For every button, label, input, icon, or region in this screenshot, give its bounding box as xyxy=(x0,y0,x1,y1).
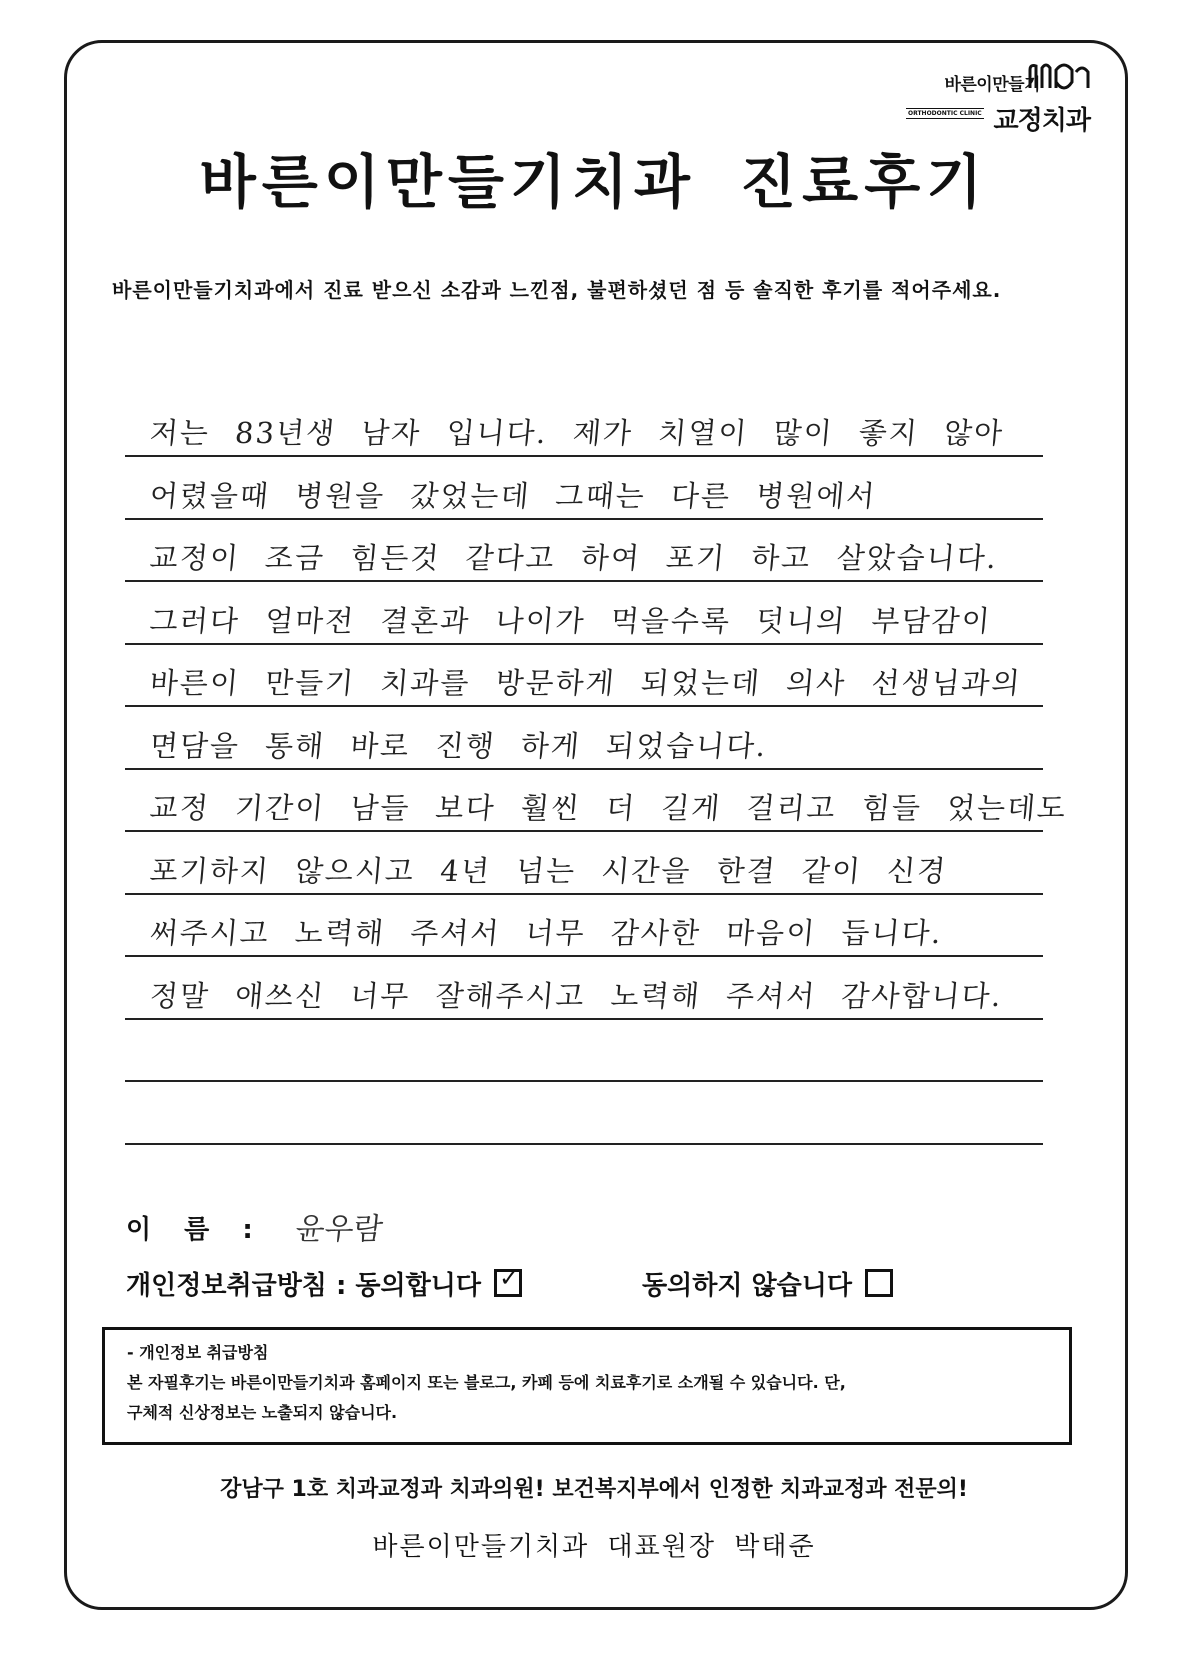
review-text-line: 교정이 조금 힘든것 같다고 하여 포기 하고 살았습니다. xyxy=(148,541,1000,575)
review-text-line: 그러다 얼마전 결혼과 나이가 먹을수록 덧니의 부담감이 xyxy=(148,604,993,638)
clinic-logo xyxy=(880,52,1100,136)
consent-disagree xyxy=(642,1265,893,1302)
ruled-line xyxy=(125,893,1043,895)
ruled-line xyxy=(125,580,1043,582)
logo-top-text: 바른이만들기 xyxy=(944,75,1040,95)
review-text-line: 정말 애쓰신 너무 잘해주시고 노력해 주셔서 감사합니다. xyxy=(148,979,1005,1013)
policy-line-1: 본 자필후기는 바른이만들기치과 홈페이지 또는 블로그, 카페 등에 치료후기로 소개될 수 있습니다. 단, xyxy=(127,1373,846,1392)
ruled-line xyxy=(125,705,1043,707)
ruled-line xyxy=(125,768,1043,770)
disagree-checkbox[interactable] xyxy=(865,1269,893,1297)
consent-agree xyxy=(126,1265,522,1302)
review-text-line: 저는 83년생 남자 입니다. 제가 치열이 많이 좋지 않아 xyxy=(148,416,1006,450)
review-text-line: 포기하지 않으시고 4년 넘는 시간을 한결 같이 신경 xyxy=(148,854,949,888)
review-text-line: 면담을 통해 바로 진행 하게 되었습니다. xyxy=(148,729,769,763)
review-text-line: 교정 기간이 남들 보다 훨씬 더 길게 걸리고 힘들 었는데도 xyxy=(148,791,1069,825)
name-value: 윤우람 xyxy=(293,1212,385,1247)
ruled-line xyxy=(125,455,1043,457)
ruled-line xyxy=(125,1143,1043,1145)
ruled-line xyxy=(125,830,1043,832)
check-mark-icon: ✓ xyxy=(499,1264,520,1292)
instructions: 바른이만들기치과에서 진료 받으신 소감과 느낀점, 불편하셨던 점 등 솔직한 후기를 적어주세요. xyxy=(112,278,1002,302)
footer-slogan: 강남구 1호 치과교정과 치과의원! 보건복지부에서 인정한 치과교정과 전문의! xyxy=(220,1477,968,1502)
ruled-line xyxy=(125,1018,1043,1020)
consent-disagree-label: 동의하지 않습니다 xyxy=(642,1271,852,1301)
ruled-line xyxy=(125,1080,1043,1082)
agree-checkbox[interactable] xyxy=(494,1264,522,1297)
page-title: 바른이만들기치과 진료후기 xyxy=(199,148,989,216)
ruled-line xyxy=(125,518,1043,520)
logo-bottom-text: 교정치과 xyxy=(993,106,1090,136)
ruled-line xyxy=(125,955,1043,957)
review-text-line: 바른이 만들기 치과를 방문하게 되었는데 의사 선생님과의 xyxy=(148,666,1024,700)
privacy-policy-box xyxy=(102,1327,1072,1445)
review-text-line: 어렸을때 병원을 갔었는데 그때는 다른 병원에서 xyxy=(148,479,878,513)
name-label: 이 름 : xyxy=(126,1215,253,1245)
consent-agree-label: 개인정보취급방침 : 동의합니다 xyxy=(126,1271,482,1301)
policy-heading: - 개인정보 취급방침 xyxy=(127,1343,269,1362)
footer-signature: 바른이만들기치과 대표원장 박태준 xyxy=(372,1532,816,1562)
logo-small-text: ORTHODONTIC CLINIC xyxy=(908,110,982,117)
policy-line-2: 구체적 신상정보는 노출되지 않습니다. xyxy=(127,1403,398,1422)
ruled-line xyxy=(125,643,1043,645)
review-text-line: 써주시고 노력해 주셔서 너무 감사한 마음이 듭니다. xyxy=(148,916,945,950)
